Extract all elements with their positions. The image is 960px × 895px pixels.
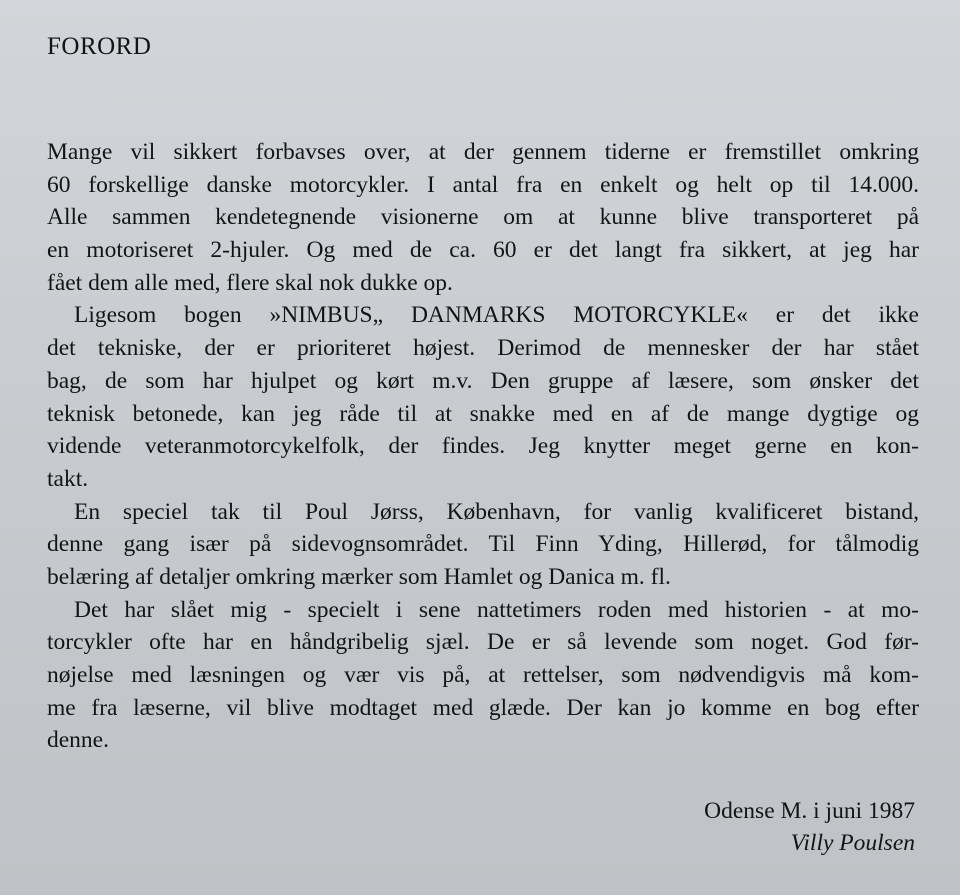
text-line: me fra læserne, vil blive modtaget med glæde. Der kan jo komme en bog efter xyxy=(47,694,919,721)
paragraph-1 xyxy=(47,136,919,299)
paragraph-4 xyxy=(47,594,919,757)
text-line: denne. xyxy=(47,727,109,754)
text-line: en motoriseret 2-hjuler. Og med de ca. 60 er det langt fra sikkert, at jeg har xyxy=(47,237,919,264)
text-line: torcykler ofte har en håndgribelig sjæl. De er så levende som noget. God før- xyxy=(47,629,919,656)
foreword-body xyxy=(47,136,919,757)
paragraph-3 xyxy=(47,496,919,594)
text-line: Mange vil sikkert forbavses over, at der gennem tiderne er fremstillet omkring xyxy=(47,139,919,165)
text-line: Det har slået mig - specielt i sene nattetimers roden med historien - at mo- xyxy=(74,596,919,623)
text-line: 60 forskellige danske motorcykler. I antal fra en enkelt og helt op til 14.000. xyxy=(47,171,919,198)
text-line: takt. xyxy=(47,465,89,492)
text-line: teknisk betonede, kan jeg råde til at snakke med en af de mange dygtige og xyxy=(47,400,919,427)
text-line: Alle sammen kendetegnende visionerne om at kunne blive transporteret på xyxy=(47,204,919,231)
paragraph-2 xyxy=(47,299,919,495)
text-line: det tekniske, der er prioriteret højest. Derimod de mennesker der har stået xyxy=(47,335,919,362)
place-date: Odense M. i juni 1987 xyxy=(704,798,915,824)
text-line: Ligesom bogen »NIMBUS„ DANMARKS MOTORCYKLE« er det ikke xyxy=(74,302,919,329)
text-line: denne gang især på sidevognsområdet. Til Finn Yding, Hillerød, for tålmodig xyxy=(47,531,919,558)
text-line: vidende veteranmotorcykelfolk, der findes. Jeg knytter meget gerne en kon- xyxy=(47,433,919,460)
text-line: En speciel tak til Poul Jørss, København, for vanlig kvalificeret bistand, xyxy=(74,498,919,525)
text-line: belæring af detaljer omkring mærker som Hamlet og Danica m. fl. xyxy=(47,563,671,590)
signoff xyxy=(704,795,915,859)
text-line: bag, de som har hjulpet og kørt m.v. Den gruppe af læsere, som ønsker det xyxy=(47,367,919,394)
author-name: Villy Poulsen xyxy=(790,830,915,856)
page-heading: FORORD xyxy=(47,33,152,60)
text-line: fået dem alle med, flere skal nok dukke op. xyxy=(47,269,453,296)
text-line: nøjelse med læsningen og vær vis på, at rettelser, som nødvendigvis må kom- xyxy=(47,662,919,688)
